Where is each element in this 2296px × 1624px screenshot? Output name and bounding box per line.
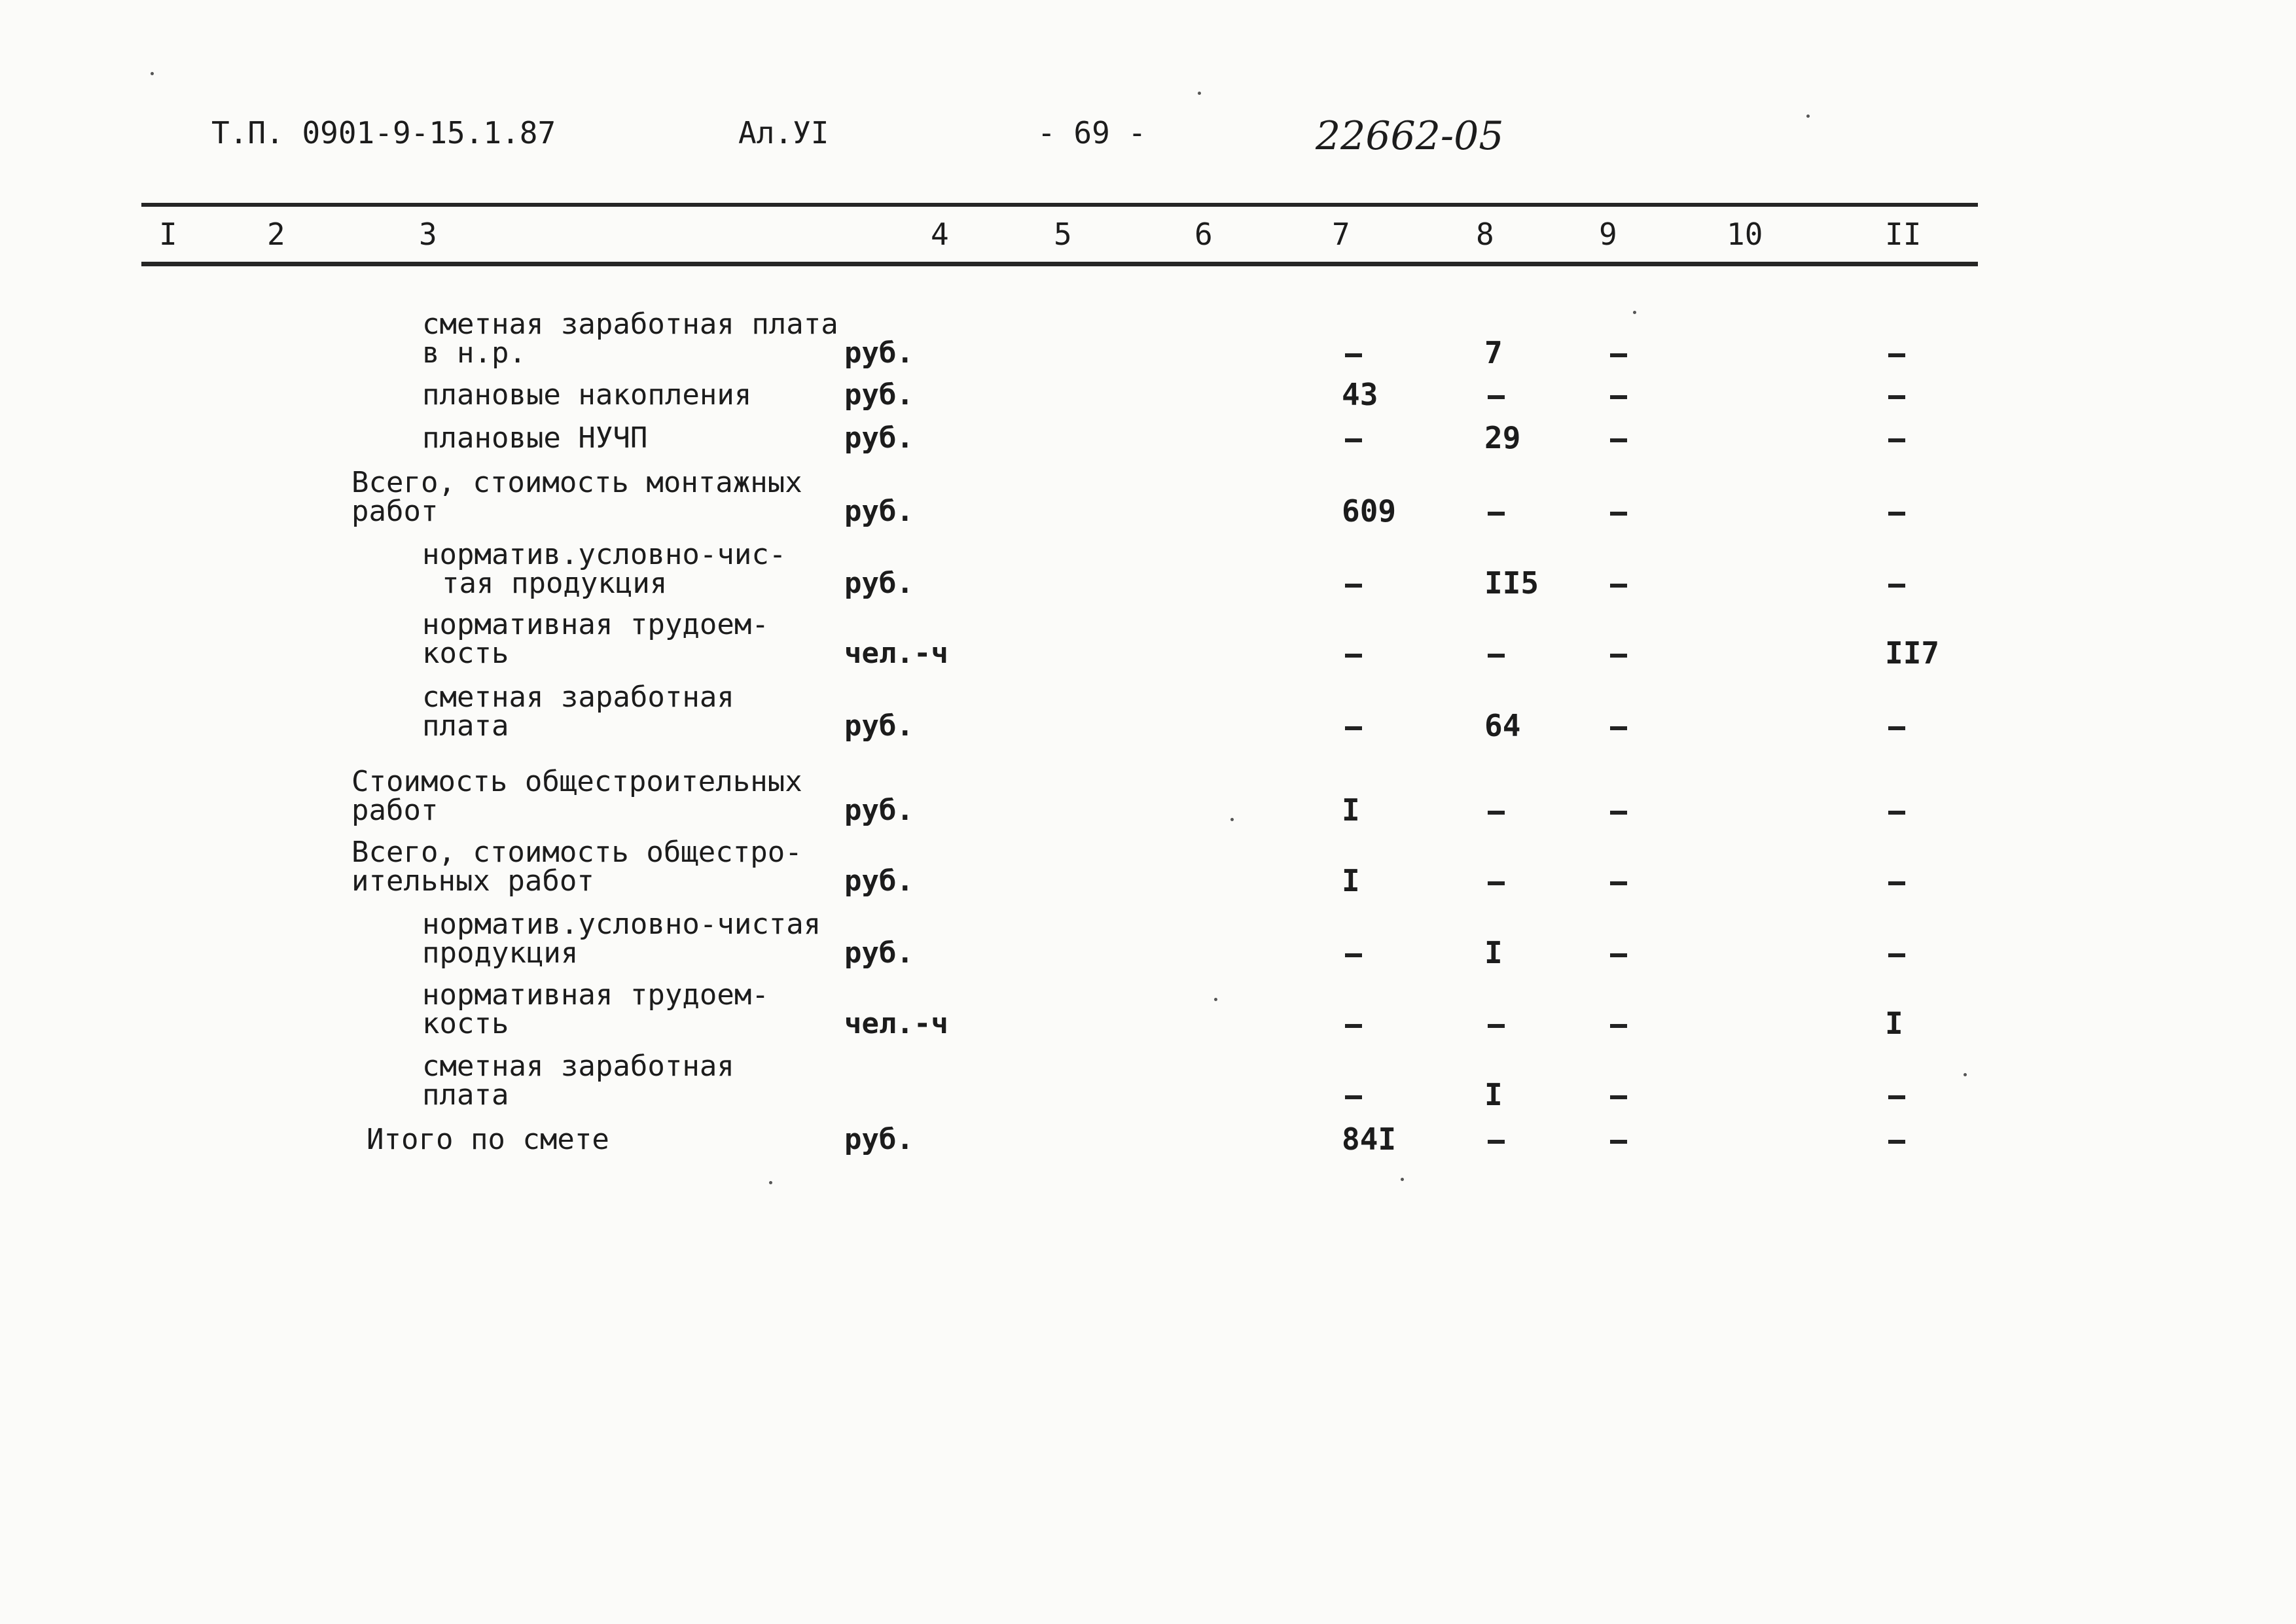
row-unit: руб. (844, 336, 914, 370)
empty-cell-dash (1888, 726, 1905, 730)
row-label: Всего, стоимость монтажных (351, 466, 802, 499)
empty-cell-dash (1488, 811, 1505, 815)
row-label: работ (351, 495, 439, 528)
row-label: плата (422, 709, 509, 743)
row-label: в н.р. (422, 336, 526, 370)
empty-cell-dash (1888, 881, 1905, 885)
empty-cell-dash (1345, 654, 1362, 658)
empty-cell-dash (1610, 512, 1627, 516)
column-number: 10 (1727, 217, 1763, 252)
row-label: норматив.условно-чистая (422, 908, 821, 941)
row-unit: чел.-ч (844, 1007, 948, 1040)
empty-cell-dash (1610, 395, 1627, 399)
empty-cell-dash (1888, 953, 1905, 957)
album-number: Ал.УI (738, 115, 829, 150)
empty-cell-dash (1345, 584, 1362, 588)
row-label: Всего, стоимость общестро- (351, 836, 802, 869)
cell-value: 609 (1342, 493, 1397, 529)
inventory-number: 22662-05 (1316, 113, 1504, 159)
empty-cell-dash (1345, 953, 1362, 957)
row-unit: руб. (844, 936, 914, 970)
column-number: 7 (1332, 217, 1350, 252)
empty-cell-dash (1888, 353, 1905, 357)
row-unit: чел.-ч (844, 637, 948, 670)
column-number: 6 (1194, 217, 1213, 252)
row-unit: руб. (844, 378, 914, 412)
column-number: 4 (931, 217, 949, 252)
empty-cell-dash (1488, 1140, 1505, 1144)
empty-cell-dash (1610, 1140, 1627, 1144)
row-unit: руб. (844, 1123, 914, 1156)
empty-cell-dash (1888, 584, 1905, 588)
row-label: продукция (422, 936, 579, 970)
empty-cell-dash (1888, 811, 1905, 815)
cell-value: I (1484, 935, 1503, 970)
column-number: 3 (419, 217, 437, 252)
scan-speck (1198, 92, 1201, 95)
cell-value: I (1342, 863, 1360, 898)
empty-cell-dash (1488, 881, 1505, 885)
scan-speck (151, 72, 154, 75)
cell-value: I (1484, 1077, 1503, 1112)
scan-speck (769, 1181, 772, 1184)
empty-cell-dash (1610, 1095, 1627, 1099)
page-number: - 69 - (1037, 115, 1147, 150)
row-label: сметная заработная (422, 680, 734, 714)
scan-speck (1214, 998, 1217, 1001)
row-label: норматив.условно-чис- (422, 538, 787, 571)
row-label: тая продукция (442, 567, 668, 600)
empty-cell-dash (1610, 654, 1627, 658)
empty-cell-dash (1888, 438, 1905, 442)
column-number: II (1885, 217, 1922, 252)
column-number: 5 (1054, 217, 1072, 252)
empty-cell-dash (1488, 654, 1505, 658)
empty-cell-dash (1610, 726, 1627, 730)
scan-speck (1806, 115, 1810, 118)
empty-cell-dash (1345, 726, 1362, 730)
row-label: ительных работ (351, 864, 594, 898)
empty-cell-dash (1488, 395, 1505, 399)
cell-value: I (1342, 792, 1360, 828)
row-unit: руб. (844, 709, 914, 743)
empty-cell-dash (1610, 953, 1627, 957)
empty-cell-dash (1888, 1095, 1905, 1099)
document-code: Т.П. 0901-9-15.1.87 (211, 115, 556, 150)
empty-cell-dash (1610, 438, 1627, 442)
scan-speck (1964, 1073, 1967, 1076)
empty-cell-dash (1610, 811, 1627, 815)
row-unit: руб. (844, 794, 914, 827)
cell-value: II7 (1885, 635, 1940, 671)
row-label: сметная заработная (422, 1050, 734, 1083)
scan-speck (1230, 818, 1234, 821)
empty-cell-dash (1610, 1024, 1627, 1028)
row-label: плата (422, 1078, 509, 1112)
empty-cell-dash (1610, 353, 1627, 357)
row-unit: руб. (844, 421, 914, 455)
column-number: I (159, 217, 177, 252)
empty-cell-dash (1488, 1024, 1505, 1028)
table-top-rule (141, 203, 1978, 207)
cell-value: I (1885, 1006, 1903, 1041)
empty-cell-dash (1488, 512, 1505, 516)
cell-value: 84I (1342, 1121, 1397, 1157)
row-label: кость (422, 1007, 509, 1040)
row-unit: руб. (844, 864, 914, 898)
row-label: плановые НУЧП (422, 421, 648, 455)
row-label: работ (351, 794, 439, 827)
empty-cell-dash (1345, 353, 1362, 357)
cell-value: 64 (1484, 708, 1521, 743)
row-label: нормативная трудоем- (422, 978, 769, 1012)
row-label: нормативная трудоем- (422, 608, 769, 641)
empty-cell-dash (1610, 584, 1627, 588)
empty-cell-dash (1888, 512, 1905, 516)
empty-cell-dash (1888, 395, 1905, 399)
row-unit: руб. (844, 495, 914, 528)
row-label: сметная заработная плата (422, 308, 838, 341)
column-number: 9 (1599, 217, 1617, 252)
scan-speck (1401, 1178, 1404, 1181)
empty-cell-dash (1888, 1140, 1905, 1144)
row-label: кость (422, 637, 509, 670)
empty-cell-dash (1345, 1095, 1362, 1099)
row-label: Стоимость общестроительных (351, 765, 802, 798)
empty-cell-dash (1345, 1024, 1362, 1028)
table-header-rule (141, 262, 1978, 266)
column-number: 8 (1476, 217, 1494, 252)
scan-speck (1633, 311, 1636, 314)
empty-cell-dash (1610, 881, 1627, 885)
row-label: Итого по смете (367, 1123, 609, 1156)
cell-value: 29 (1484, 420, 1521, 455)
empty-cell-dash (1345, 438, 1362, 442)
row-unit: руб. (844, 567, 914, 600)
cell-value: 43 (1342, 377, 1378, 412)
row-label: плановые накопления (422, 378, 752, 412)
column-number: 2 (267, 217, 285, 252)
cell-value: II5 (1484, 565, 1539, 601)
cell-value: 7 (1484, 335, 1503, 370)
